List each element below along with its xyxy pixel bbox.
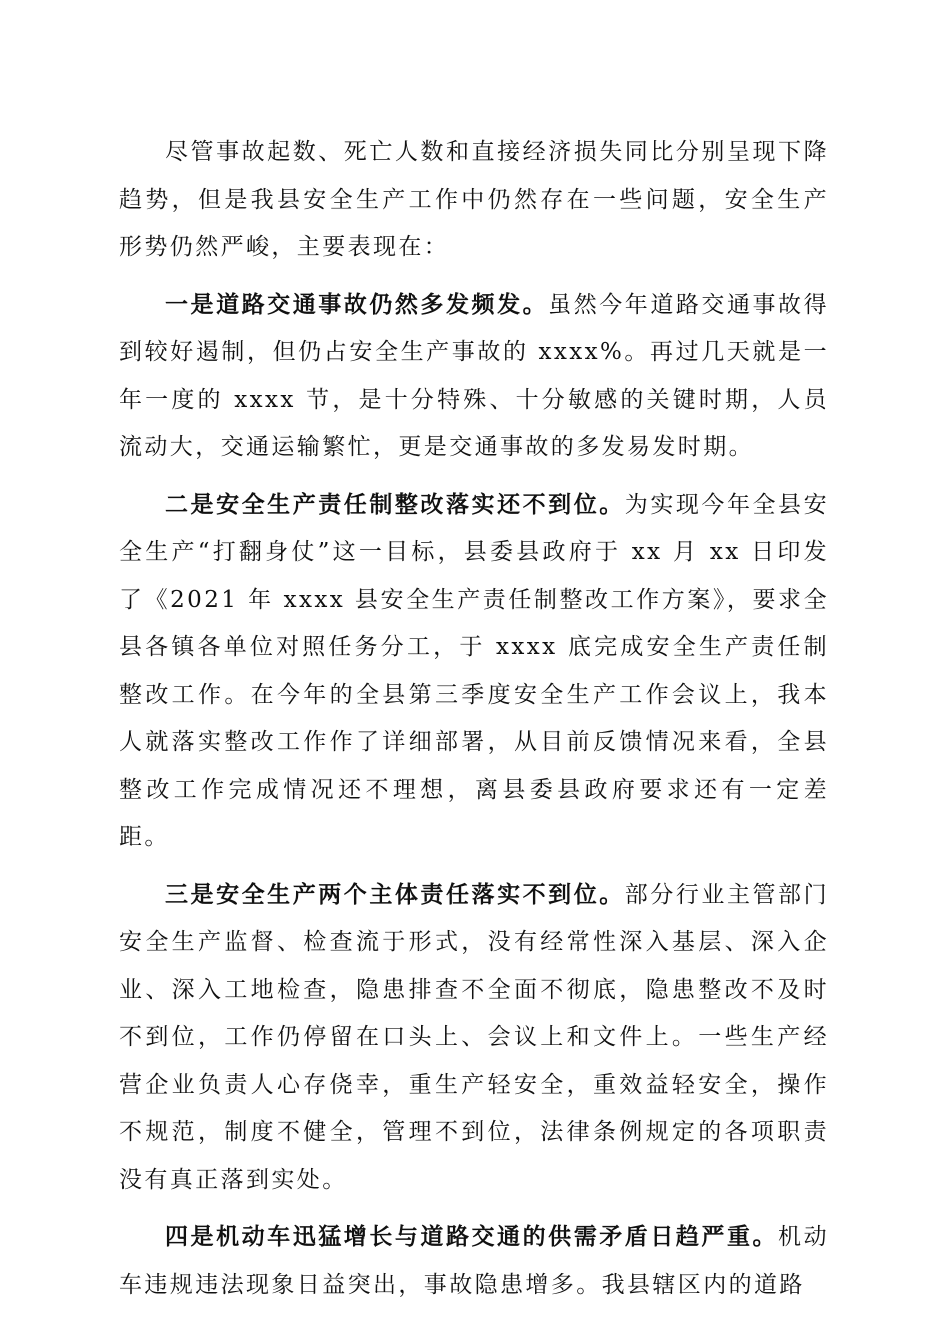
paragraph-text: 虽然今年道路交通事故得到较好遏制，但仍占安全生产事故的 xxxx%。再过几天就是一年一度的 xxxx 节，是十分特殊、十分敏感的关键时期，人员流动大，交通运输繁忙，更是交通事故的多发易发时期。 [119,291,829,460]
paragraph-text: 尽管事故起数、死亡人数和直接经济损失同比分别呈现下降趋势，但是我县安全生产工作中仍然存在一些问题，安全生产形势仍然严峻，主要表现在： [119,139,829,260]
paragraph-point-1 [119,281,829,472]
paragraph-point-4 [119,1213,829,1309]
paragraph-point-3 [119,871,829,1205]
paragraph-lead: 三是安全生产两个主体责任落实不到位。 [165,880,625,908]
paragraph-lead: 一是道路交通事故仍然多发频发。 [165,290,549,318]
document-body [119,128,829,1309]
paragraph-point-2 [119,481,829,862]
paragraph-intro [119,128,829,272]
paragraph-lead: 二是安全生产责任制整改落实还不到位。 [165,490,625,518]
paragraph-text: 部分行业主管部门安全生产监督、检查流于形式，没有经常性深入基层、深入企业、深入工地检查，隐患排查不全面不彻底，隐患整改不及时不到位，工作仍停留在口头上、会议上和文件上。一些生产经营企业负责人心存侥幸，重生产轻安全，重效益轻安全，操作不规范，制度不健全，管理不到位，法律条例规定的各项职责没有真正落到实处。 [119,881,830,1193]
paragraph-lead: 四是机动车迅猛增长与道路交通的供需矛盾日趋严重。 [165,1223,779,1250]
paragraph-text: 机动车违规违法现象日益突出，事故隐患增多。我县辖区内的道路 [119,1224,829,1298]
paragraph-text: 为实现今年全县安全生产“打翻身仗”这一目标，县委县政府于 xx 月 xx 日印发了《2021 年 xxxx 县安全生产责任制整改工作方案》，要求全县各镇各单位对照任务分工，于 xxxx 底完成安全生产责任制整改工作。在今年的全县第三季度安全生产工作会议上，我本人就落实整改工作作了详细部署，从目前反馈情况来看，全县整改工作完成情况还不理想，离县委县政府要求还有一定差距。 [119,491,830,850]
